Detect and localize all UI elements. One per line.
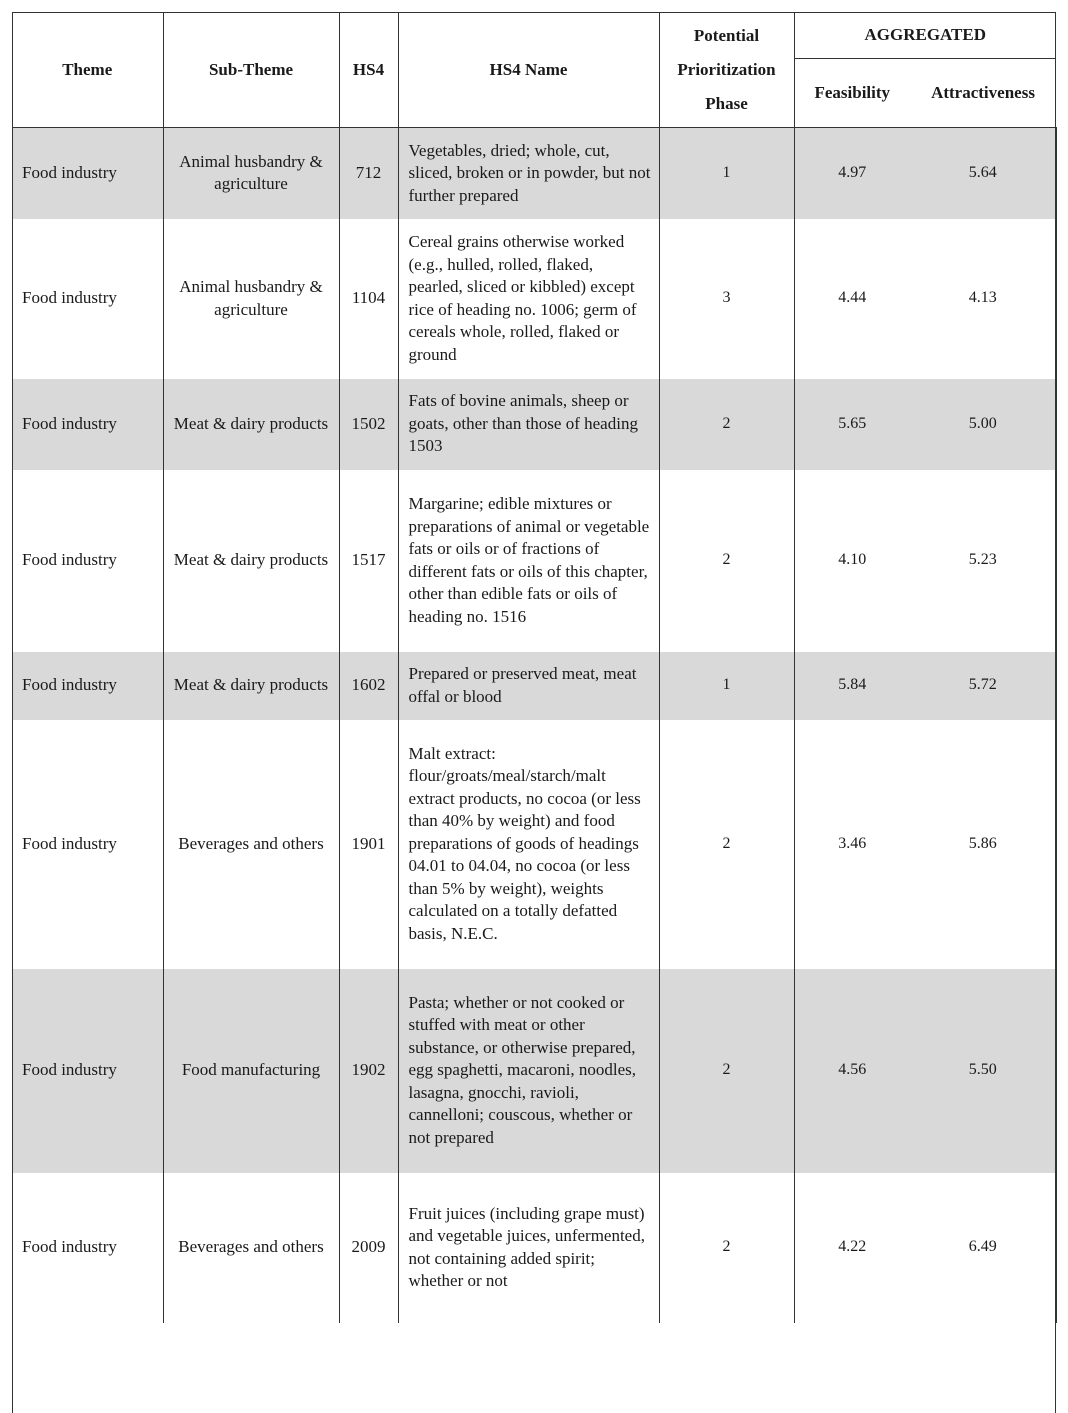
cell-hs4-name: Pasta; whether or not cooked or stuffed with meat or other substance, or otherwise prepared, egg spaghetti, macaroni, noodles, lasagna, gnocchi, ravioli, cannelloni; couscous, whether or not prepared bbox=[398, 969, 659, 1173]
table-row bbox=[12, 1173, 1056, 1323]
cell-hs4-name: Fats of bovine animals, sheep or goats, other than those of heading 1503 bbox=[398, 379, 659, 470]
cell-phase: 2 bbox=[659, 969, 794, 1173]
cell-sub-theme: Beverages and others bbox=[163, 720, 339, 969]
cell-feasibility: 5.65 bbox=[794, 379, 910, 470]
cell-feasibility: 4.97 bbox=[794, 128, 910, 219]
cell-hs4: 1901 bbox=[339, 720, 398, 969]
cell-sub-theme: Meat & dairy products bbox=[163, 470, 339, 652]
cell-theme: Food industry bbox=[12, 720, 163, 969]
table-row bbox=[12, 720, 1056, 969]
cell-hs4-name: Prepared or preserved meat, meat offal or blood bbox=[398, 652, 659, 720]
cell-phase: 1 bbox=[659, 128, 794, 219]
cell-attractiveness: 4.13 bbox=[910, 219, 1056, 379]
table-row bbox=[12, 470, 1056, 652]
cell-phase: 2 bbox=[659, 470, 794, 652]
cell-sub-theme: Meat & dairy products bbox=[163, 652, 339, 720]
cell-sub-theme: Beverages and others bbox=[163, 1173, 339, 1323]
header-hs4: HS4 bbox=[339, 12, 398, 128]
table-row bbox=[12, 652, 1056, 720]
cell-hs4-name: Malt extract: flour/groats/meal/starch/malt extract products, no cocoa (or less than 40% by weight) and food preparations of goods of headings 04.01 to 04.04, no cocoa (or less than 5% by weight), weights calculated on a totally defatted basis, N.E.C. bbox=[398, 720, 659, 969]
header-hs4-name: HS4 Name bbox=[398, 12, 659, 128]
cell-theme: Food industry bbox=[12, 128, 163, 219]
cell-phase: 1 bbox=[659, 652, 794, 720]
cell-hs4: 1502 bbox=[339, 379, 398, 470]
cell-hs4-name: Cereal grains otherwise worked (e.g., hulled, rolled, flaked, pearled, sliced or kibbled) except rice of heading no. 1006; germ of cereals whole, rolled, flaked or ground bbox=[398, 219, 659, 379]
header-aggregated: AGGREGATED bbox=[794, 12, 1056, 59]
cell-attractiveness: 5.50 bbox=[910, 969, 1056, 1173]
cell-hs4-name: Fruit juices (including grape must) and vegetable juices, unfermented, not containing added spirit; whether or not bbox=[398, 1173, 659, 1323]
table-row bbox=[12, 379, 1056, 470]
cell-sub-theme: Animal husbandry & agriculture bbox=[163, 128, 339, 219]
cell-feasibility: 5.84 bbox=[794, 652, 910, 720]
cell-phase: 2 bbox=[659, 379, 794, 470]
cell-theme: Food industry bbox=[12, 1173, 163, 1323]
cell-hs4: 712 bbox=[339, 128, 398, 219]
table-row bbox=[12, 219, 1056, 379]
cell-sub-theme: Animal husbandry & agriculture bbox=[163, 219, 339, 379]
cell-theme: Food industry bbox=[12, 219, 163, 379]
cell-phase: 3 bbox=[659, 219, 794, 379]
table-container bbox=[12, 12, 1056, 1290]
cell-feasibility: 3.46 bbox=[838, 834, 867, 852]
cell-attractiveness: 5.00 bbox=[910, 379, 1056, 470]
cell-hs4-name: Vegetables, dried; whole, cut, sliced, broken or in powder, but not further prepared bbox=[398, 128, 659, 219]
cell-attractiveness: 5.72 bbox=[910, 652, 1056, 720]
header-attractiveness: Attractiveness bbox=[910, 59, 1056, 128]
cell-theme: Food industry bbox=[12, 652, 163, 720]
cell-phase: 2 bbox=[659, 720, 794, 969]
cell-hs4: 1517 bbox=[339, 470, 398, 652]
cell-feasibility: 4.44 bbox=[838, 289, 867, 307]
cell-attractiveness: 5.86 bbox=[910, 720, 1056, 969]
header-feasibility: Feasibility bbox=[794, 59, 910, 128]
table-body bbox=[12, 128, 1056, 1323]
cell-feasibility: 4.10 bbox=[838, 551, 867, 569]
cell-theme: Food industry bbox=[12, 969, 163, 1173]
cell-sub-theme: Food manufacturing bbox=[163, 969, 339, 1173]
cell-sub-theme: Meat & dairy products bbox=[163, 379, 339, 470]
header-phase: Potential Prioritization Phase bbox=[659, 12, 794, 128]
table-row bbox=[12, 128, 1056, 219]
cell-phase: 2 bbox=[659, 1173, 794, 1323]
cell-feasibility: 4.56 bbox=[794, 969, 910, 1173]
cell-attractiveness: 6.49 bbox=[910, 1173, 1056, 1323]
cell-hs4: 1602 bbox=[339, 652, 398, 720]
header-theme: Theme bbox=[12, 12, 163, 128]
cell-attractiveness: 5.64 bbox=[910, 128, 1056, 219]
cell-theme: Food industry bbox=[12, 470, 163, 652]
hs4-prioritization-table bbox=[12, 12, 1057, 1323]
cell-hs4-name: Margarine; edible mixtures or preparations of animal or vegetable fats or oils or of fractions of different fats or oils of this chapter, other than edible fats or oils of heading no. 1516 bbox=[398, 470, 659, 652]
cell-hs4: 1902 bbox=[339, 969, 398, 1173]
cell-feasibility: 4.22 bbox=[838, 1238, 867, 1256]
cell-attractiveness: 5.23 bbox=[910, 470, 1056, 652]
header-sub-theme: Sub-Theme bbox=[163, 12, 339, 128]
cell-theme: Food industry bbox=[12, 379, 163, 470]
cell-hs4: 2009 bbox=[339, 1173, 398, 1323]
table-row bbox=[12, 969, 1056, 1173]
table-header bbox=[12, 12, 1056, 128]
cell-hs4: 1104 bbox=[339, 219, 398, 379]
